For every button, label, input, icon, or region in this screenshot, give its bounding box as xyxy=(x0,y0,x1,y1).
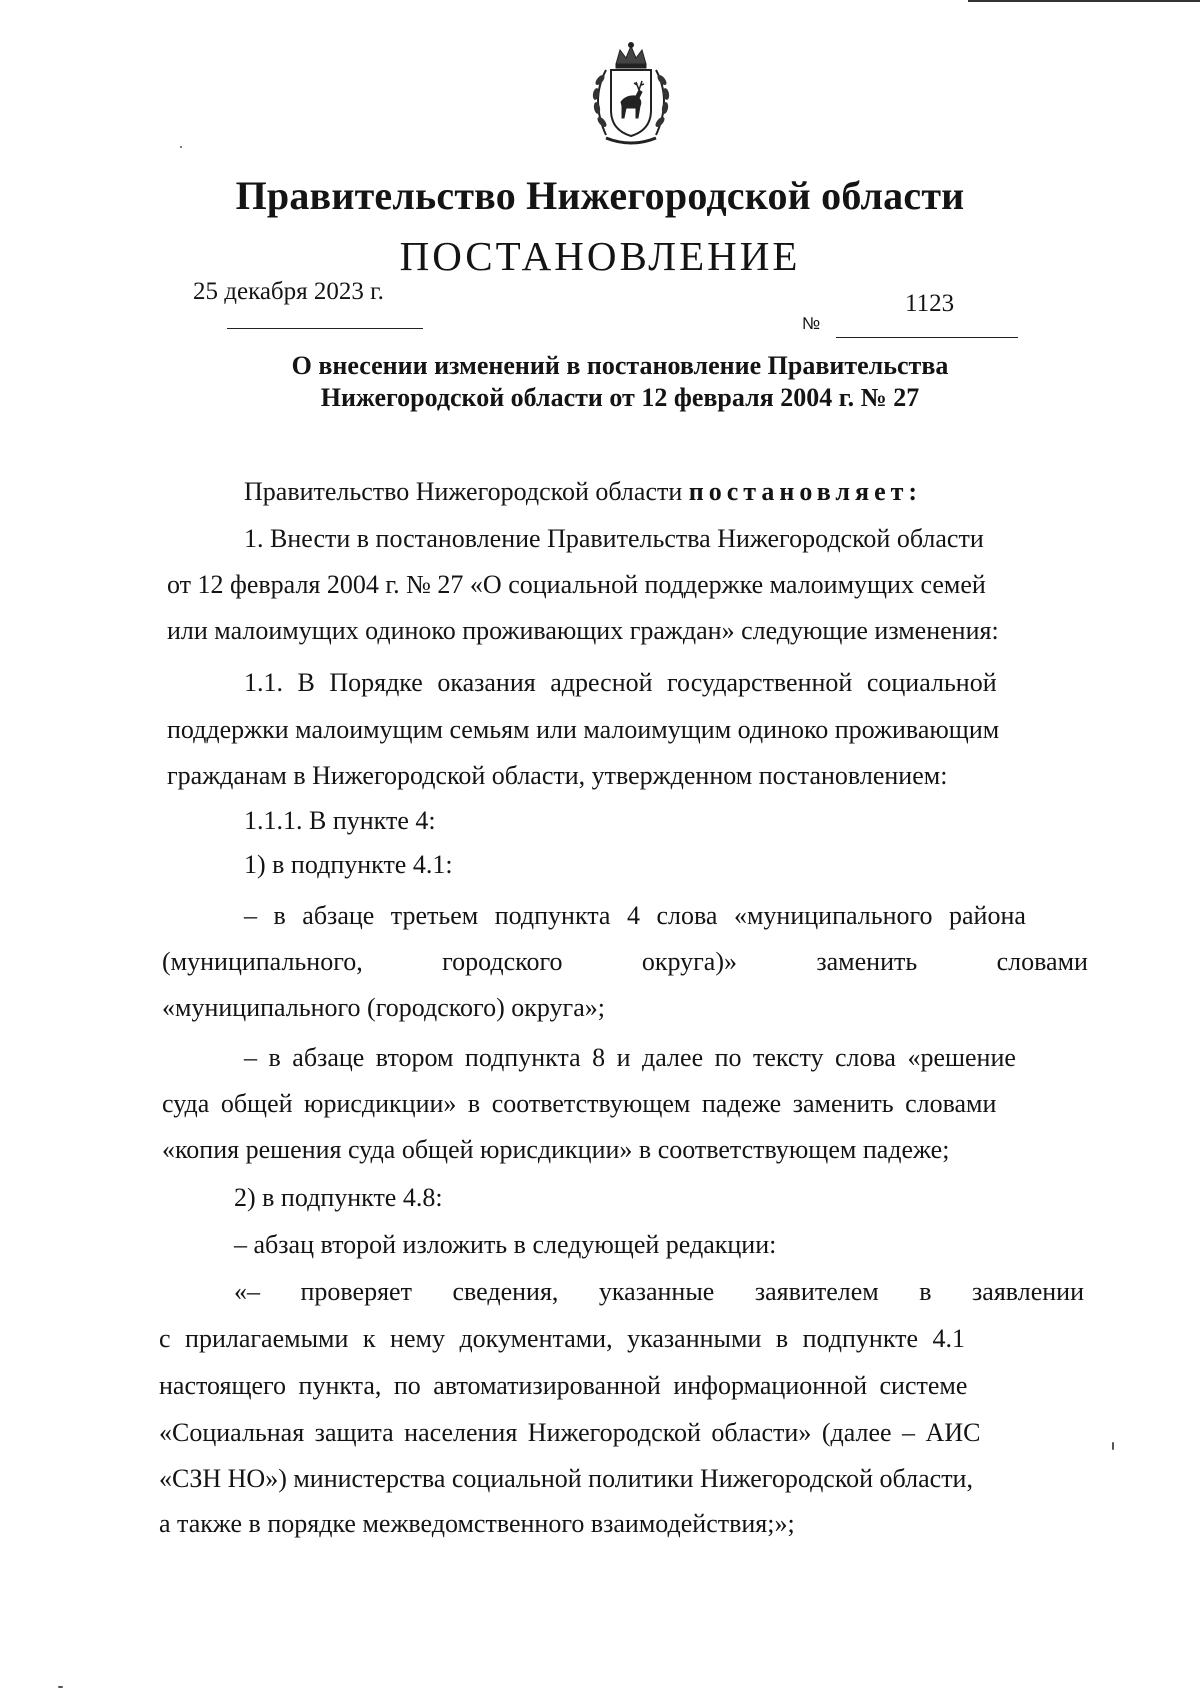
scan-speck xyxy=(180,146,182,148)
number-underline xyxy=(836,337,1018,338)
quote-line-6: а также в порядке межведомственного взаимодействия;»; xyxy=(159,1509,795,1538)
dash-2-line-3: «копия решения суда общей юрисдикции» в соответствующем падеже; xyxy=(162,1135,950,1164)
dash-1-line-2: (муниципального, городского округа)» заменить словами xyxy=(162,947,1088,976)
dash-3: – абзац второй изложить в следующей редакции: xyxy=(234,1230,777,1259)
paragraph-1-line-3: или малоимущих одиноко проживающих граждан» следующие изменения: xyxy=(167,616,999,645)
paragraph-1-line-1: 1. Внести в постановление Правительства Нижегородской области xyxy=(244,524,984,553)
preamble-text: Правительство Нижегородской области xyxy=(244,477,683,506)
paragraph-1-line-2: от 12 февраля 2004 г. № 27 «О социальной поддержке малоимущих семей xyxy=(167,570,986,599)
document-subject xyxy=(220,350,1020,414)
document-number: 1123 xyxy=(905,290,955,317)
quote-line-4: «Социальная защита населения Нижегородской области» (далее – АИС xyxy=(159,1418,981,1447)
document-date: 25 декабря 2023 г. xyxy=(193,278,384,305)
dash-1-line-3: «муниципального (городского) округа»; xyxy=(162,993,605,1022)
quote-line-1: «– проверяет сведения, указанные заявителем в заявлении xyxy=(234,1277,1084,1306)
dash-2-line-2: суда общей юрисдикции» в соответствующем падеже заменить словами xyxy=(162,1089,997,1118)
quote-line-2: с прилагаемыми к нему документами, указанными в подпункте 4.1 xyxy=(159,1324,966,1353)
paragraph-1-1-1: 1.1.1. В пункте 4: xyxy=(244,806,436,835)
scan-edge-line xyxy=(968,0,1200,2)
coat-of-arms-emblem xyxy=(576,40,686,150)
quote-line-5: «СЗН НО») министерства социальной политики Нижегородской области, xyxy=(159,1464,973,1493)
preamble-verb: постановляет: xyxy=(688,477,923,506)
number-sign-label: № xyxy=(802,314,821,333)
preamble xyxy=(244,477,922,507)
subject-line-1: О внесении изменений в постановление Правительства xyxy=(291,351,949,380)
date-underline xyxy=(227,328,423,329)
paragraph-1-1-line-3: гражданам в Нижегородской области, утвержденном постановлением: xyxy=(167,761,948,790)
paragraph-1-1-line-1: 1.1. В Порядке оказания адресной государственной социальной xyxy=(244,668,997,697)
scan-speck xyxy=(1112,1442,1114,1450)
quote-line-3: настоящего пункта, по автоматизированной информационной системе xyxy=(159,1371,968,1400)
subitem-1: 1) в подпункте 4.1: xyxy=(244,850,453,879)
subitem-2: 2) в подпункте 4.8: xyxy=(234,1183,443,1212)
dash-2-line-1: – в абзаце втором подпункта 8 и далее по тексту слова «решение xyxy=(244,1043,1016,1072)
document-type-heading: ПОСТАНОВЛЕНИЕ xyxy=(399,233,801,279)
government-title: Правительство Нижегородской области xyxy=(235,173,965,218)
subject-line-2: Нижегородской области от 12 февраля 2004 г. № 27 xyxy=(320,383,920,412)
paragraph-1-1-line-2: поддержки малоимущим семьям или малоимущим одиноко проживающим xyxy=(167,715,1000,744)
scan-speck xyxy=(58,1686,63,1688)
dash-1-line-1: – в абзаце третьем подпункта 4 слова «муниципального района xyxy=(244,901,1026,930)
